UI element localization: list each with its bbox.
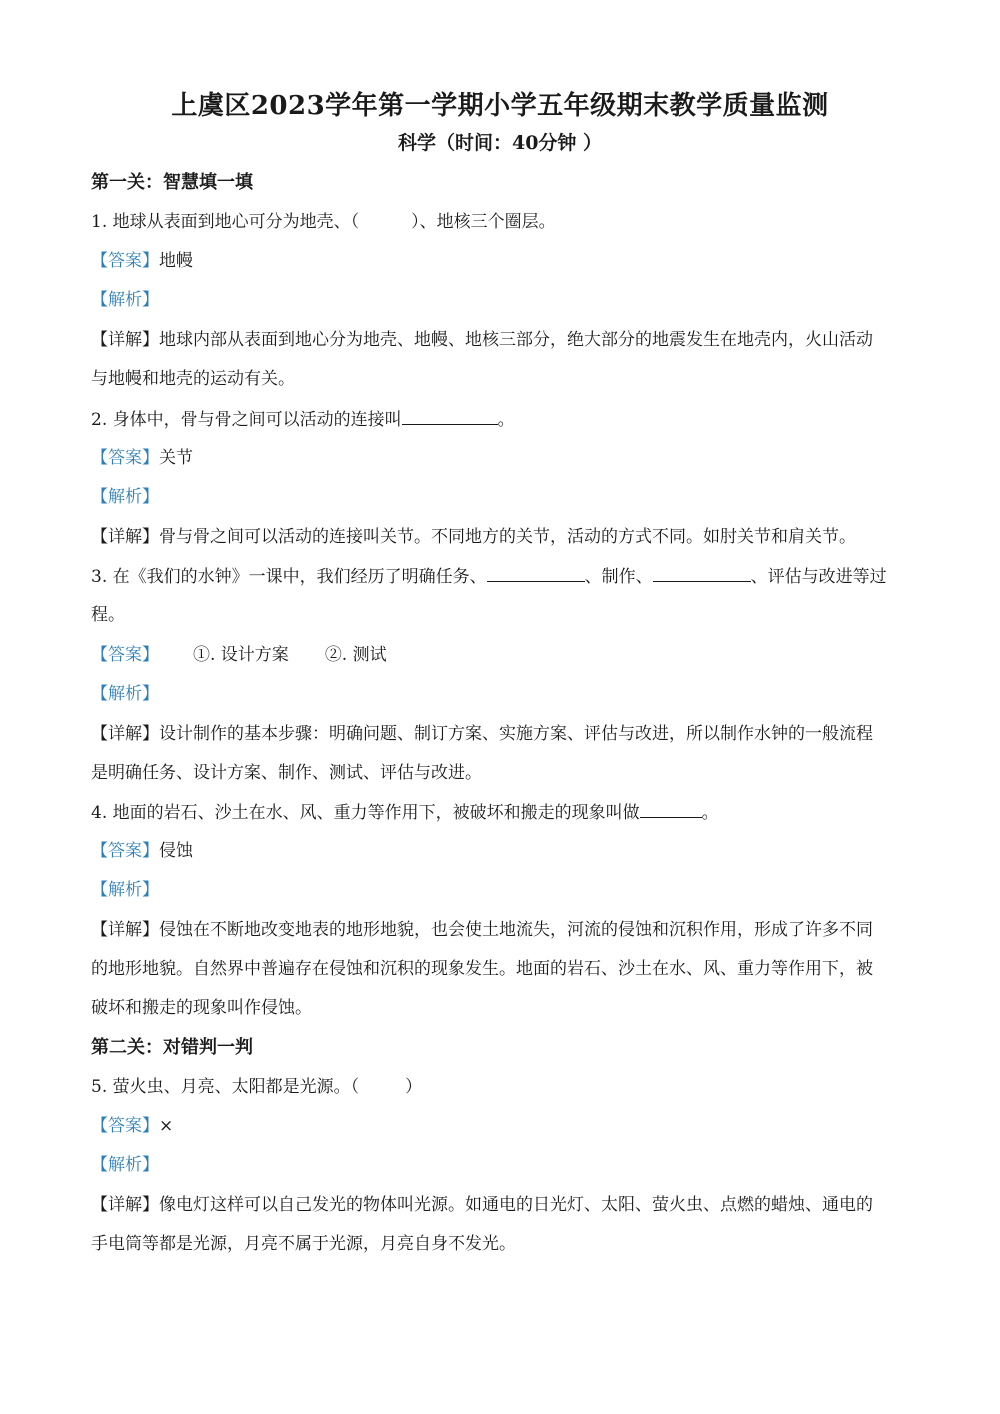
- answer-3: [91, 642, 911, 668]
- detail-tag: 【详解】: [91, 724, 159, 744]
- question-2: [91, 406, 911, 433]
- analysis-1: [91, 287, 911, 313]
- answer-3-text-2: ②. 测试: [324, 645, 387, 665]
- detail-2-text-1: 骨与骨之间可以活动的连接叫关节。不同地方的关节，活动的方式不同。如肘关节和肩关节。: [159, 527, 856, 547]
- detail-tag: 【详解】: [91, 1195, 159, 1215]
- page-title: 上虞区2023学年第一学期小学五年级期末教学质量监测: [171, 91, 829, 121]
- answer-tag: 【答案】: [91, 645, 159, 665]
- detail-4-line-1: [91, 917, 911, 943]
- detail-3-line-2: 是明确任务、设计方案、制作、测试、评估与改进。: [91, 763, 482, 783]
- question-3-stem-b: 、制作、: [584, 567, 653, 587]
- question-3-stem-a: 3. 在《我们的水钟》一课中，我们经历了明确任务、: [91, 567, 487, 587]
- analysis-tag: 【解析】: [91, 1155, 159, 1175]
- question-5: [91, 1074, 911, 1100]
- detail-2-line-1: [91, 524, 911, 550]
- analysis-tag: 【解析】: [91, 487, 159, 507]
- question-3-stem-c: 、评估与改进等过: [750, 567, 887, 587]
- question-2-stem-b: 。: [497, 410, 515, 430]
- question-5-stem-a: 5. 萤火虫、月亮、太阳都是光源。（: [91, 1077, 360, 1097]
- question-3-blank-1: [487, 563, 585, 582]
- answer-4: [91, 838, 911, 864]
- detail-4-line-2: 的地形地貌。自然界中普遍存在侵蚀和沉积的现象发生。地面的岩石、沙土在水、风、重力等作用下，被: [91, 959, 873, 979]
- answer-5-text: ×: [159, 1116, 174, 1136]
- answer-5: [91, 1113, 911, 1139]
- page-subtitle: 科学（时间：40分钟 ）: [397, 132, 603, 154]
- detail-1-line-2: 与地幔和地壳的运动有关。: [91, 369, 295, 389]
- section-heading-2: 第二关：对错判一判: [91, 1037, 253, 1058]
- detail-1-line-1: [91, 327, 911, 353]
- question-4-blank: [640, 799, 702, 818]
- question-3-line-2: 程。: [91, 605, 125, 625]
- question-1: [91, 209, 911, 235]
- detail-4-text-1: 侵蚀在不断地改变地表的地形地貌，也会使土地流失，河流的侵蚀和沉积作用，形成了许多不同: [159, 920, 873, 940]
- question-3-blank-2: [653, 563, 751, 582]
- answer-3-text-1: ①. 设计方案: [193, 645, 289, 665]
- answer-tag: 【答案】: [91, 1116, 159, 1136]
- answer-tag: 【答案】: [91, 841, 159, 861]
- question-5-stem-b: ）: [405, 1077, 423, 1097]
- question-4-stem-b: 。: [701, 803, 719, 823]
- answer-tag: 【答案】: [91, 251, 159, 271]
- detail-tag: 【详解】: [91, 920, 159, 940]
- question-3-line-1: [91, 563, 911, 590]
- detail-5-line-1: [91, 1192, 911, 1218]
- answer-1: [91, 248, 911, 274]
- analysis-5: [91, 1152, 911, 1178]
- question-1-stem-a: 1. 地球从表面到地心可分为地壳、（: [91, 212, 360, 232]
- detail-1-text-1: 地球内部从表面到地心分为地壳、地幔、地核三部分，绝大部分的地震发生在地壳内，火山活动: [159, 330, 873, 350]
- analysis-2: [91, 484, 911, 510]
- answer-4-text: 侵蚀: [159, 841, 193, 861]
- detail-5-line-2: 手电筒等都是光源，月亮不属于光源，月亮自身不发光。: [91, 1234, 516, 1254]
- detail-tag: 【详解】: [91, 527, 159, 547]
- detail-4-line-3: 破坏和搬走的现象叫作侵蚀。: [91, 998, 312, 1018]
- detail-3-text-1: 设计制作的基本步骤：明确问题、制订方案、实施方案、评估与改进，所以制作水钟的一般流程: [159, 724, 873, 744]
- analysis-tag: 【解析】: [91, 684, 159, 704]
- detail-tag: 【详解】: [91, 330, 159, 350]
- answer-2: [91, 445, 911, 471]
- question-1-stem-b: ）、地核三个圈层。: [411, 212, 556, 232]
- analysis-tag: 【解析】: [91, 880, 159, 900]
- analysis-tag: 【解析】: [91, 290, 159, 310]
- detail-5-text-1: 像电灯这样可以自己发光的物体叫光源。如通电的日光灯、太阳、萤火虫、点燃的蜡烛、通电的: [159, 1195, 873, 1215]
- answer-1-text: 地幔: [159, 251, 193, 271]
- analysis-3: [91, 681, 911, 707]
- section-heading-1: 第一关：智慧填一填: [91, 172, 253, 193]
- question-4-stem-a: 4. 地面的岩石、沙土在水、风、重力等作用下，被破坏和搬走的现象叫做: [91, 803, 640, 823]
- question-2-stem-a: 2. 身体中，骨与骨之间可以活动的连接叫: [91, 410, 402, 430]
- question-4: [91, 799, 911, 826]
- analysis-4: [91, 877, 911, 903]
- detail-3-line-1: [91, 721, 911, 747]
- answer-2-text: 关节: [159, 448, 193, 468]
- question-2-blank: [402, 406, 498, 425]
- answer-tag: 【答案】: [91, 448, 159, 468]
